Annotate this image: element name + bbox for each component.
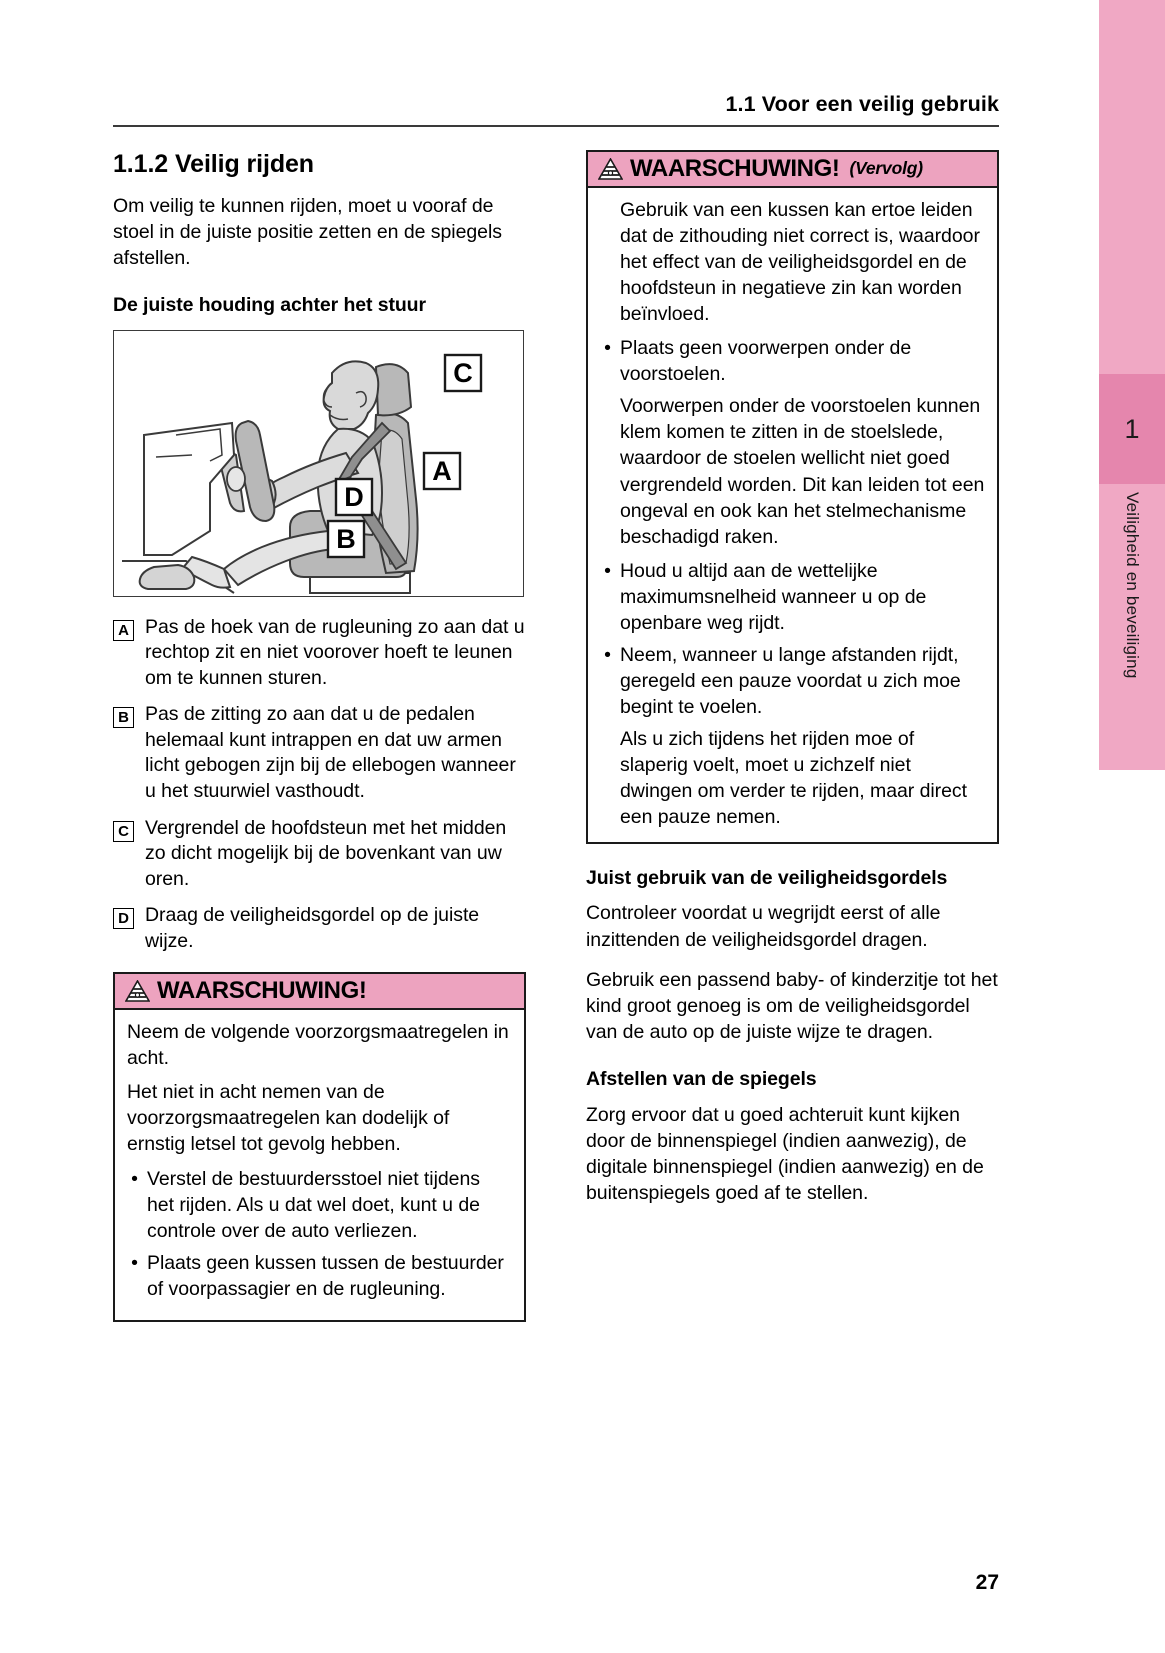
posture-letter-list (113, 615, 526, 954)
svg-text:A: A (432, 455, 452, 486)
bullet-dot-icon: • (604, 337, 611, 360)
warning-bullet-text: Neem, wanneer u lange afstanden rijdt, geregeld een pauze voordat u zich moe begint te voelen. (620, 643, 961, 718)
subsection-heading-posture: De juiste houding achter het stuur (113, 294, 426, 317)
warning-bullet-text: Plaats geen voorwerpen onder de voorstoelen. (620, 337, 912, 386)
warning-header (588, 152, 997, 188)
warning-bullet (127, 1250, 512, 1302)
warning-title: WAARSCHUWING! (157, 977, 367, 1005)
warning-bullet (600, 558, 985, 636)
right-column (586, 140, 999, 1221)
section-title: 1.1.2 Veilig rijden (113, 150, 314, 178)
letter-text-c: Vergrendel de hoofdsteun met het midden zo dicht mogelijk bij de bovenkant van uw oren. (145, 816, 507, 890)
letter-text-b: Pas de zitting zo aan dat u de pedalen helemaal kunt intrappen en dat uw armen licht gebogen zijn bij de ellebogen wanneer u het stuurwiel vasthoudt. (145, 703, 516, 802)
subsection-heading-mirrors: Afstellen van de spiegels (586, 1068, 817, 1091)
subsection-heading-seatbelts: Juist gebruik van de veiligheidsgordels (586, 866, 948, 889)
bullet-dot-icon: • (604, 559, 611, 582)
warning-bullet (127, 1166, 512, 1244)
driving-posture-figure (113, 330, 524, 597)
chapter-number: 1 (1124, 413, 1140, 444)
list-item (113, 615, 526, 692)
page-number: 27 (975, 1571, 999, 1594)
driving-posture-illustration (114, 331, 522, 595)
warning-title: WAARSCHUWING! (630, 155, 840, 182)
letter-text-a: Pas de hoek van de rugleuning zo aan dat u rechtop zit en niet voorover hoeft te leunen om te kunnen sturen. (145, 615, 525, 689)
header-divider (113, 125, 999, 127)
warning-follow-up: Voorwerpen onder de voorstoelen kunnen klem komen te zitten in de stoelslede, waardoor de stoelen wellicht niet goed vergrendeld worden. Dit kan leiden tot een ongeval en ook kan het stelmechanisme beschadigd raken. (620, 395, 985, 548)
warning-box-left (113, 972, 526, 1322)
letter-badge-d: D (113, 908, 134, 929)
page-header (113, 92, 999, 117)
warning-continued-label: (Vervolg) (849, 158, 923, 179)
body-paragraph: Controleer voordat u wegrijdt eerst of alle inzittenden de veiligheidsgordel dragen. (586, 902, 941, 951)
header-title: 1.1 Voor een veilig gebruik (725, 92, 999, 116)
chapter-label-text: Veiligheid en beveiliging (1123, 492, 1142, 679)
bullet-dot-icon: • (604, 643, 611, 666)
warning-body (115, 1010, 524, 1319)
list-item (113, 903, 526, 954)
warning-bullet-text: Plaats geen kussen tussen de bestuurder of voorpassagier en de rugleuning. (147, 1251, 504, 1300)
svg-text:C: C (453, 357, 473, 388)
warning-paragraph: Neem de volgende voorzorgsmaatregelen in acht. (127, 1021, 509, 1070)
letter-badge-a: A (113, 620, 134, 641)
chapter-number-block (1099, 374, 1165, 484)
warning-box-right (586, 150, 999, 844)
letter-badge-c: C (113, 821, 134, 842)
warning-bullet (600, 642, 985, 720)
letter-text-d: Draag de veiligheidsgordel op de juiste wijze. (145, 904, 480, 952)
warning-header (115, 974, 524, 1010)
warning-triangle-icon (125, 980, 150, 1002)
warning-body (588, 188, 997, 842)
warning-bullet-text: Verstel de bestuurdersstoel niet tijdens het rijden. Als u dat wel doet, kunt u de controle over de auto verliezen. (147, 1167, 480, 1242)
list-item (113, 816, 526, 893)
warning-lead-paragraph: Gebruik van een kussen kan ertoe leiden dat de zithouding niet correct is, waardoor het effect van de veiligheidsgordel en de hoofdsteun in negatieve zin kan worden beïnvloed. (620, 199, 980, 326)
chapter-label-vertical (1099, 484, 1165, 770)
left-column (113, 140, 526, 1342)
warning-triangle-icon (598, 158, 623, 180)
warning-bullet (600, 335, 985, 387)
svg-text:D: D (344, 481, 364, 512)
warning-follow-up: Als u zich tijdens het rijden moe of slaperig voelt, moet u zichzelf niet dwingen om verder te rijden, maar direct een pauze nemen. (620, 727, 967, 828)
bullet-dot-icon: • (131, 1251, 138, 1274)
list-item (113, 702, 526, 804)
warning-paragraph: Het niet in acht nemen van de voorzorgsmaatregelen kan dodelijk of ernstig letsel tot gevolg hebben. (127, 1081, 450, 1156)
body-paragraph: Gebruik een passend baby- of kinderzitje tot het kind groot genoeg is om de veiligheidsgordel van de auto op de juiste wijze te dragen. (586, 968, 998, 1044)
warning-bullet-text: Houd u altijd aan de wettelijke maximumsnelheid wanneer u op de openbare weg rijdt. (620, 559, 927, 634)
body-paragraph: Zorg ervoor dat u goed achteruit kunt kijken door de binnenspiegel (indien aanwezig), de digitale binnenspiegel (indien aanwezig) en de buitenspiegels goed af te stellen. (586, 1103, 984, 1205)
svg-text:B: B (336, 523, 356, 554)
intro-paragraph: Om veilig te kunnen rijden, moet u vooraf de stoel in de juiste positie zetten en de spiegels afstellen. (113, 194, 502, 270)
bullet-dot-icon: • (131, 1167, 138, 1190)
letter-badge-b: B (113, 707, 134, 728)
